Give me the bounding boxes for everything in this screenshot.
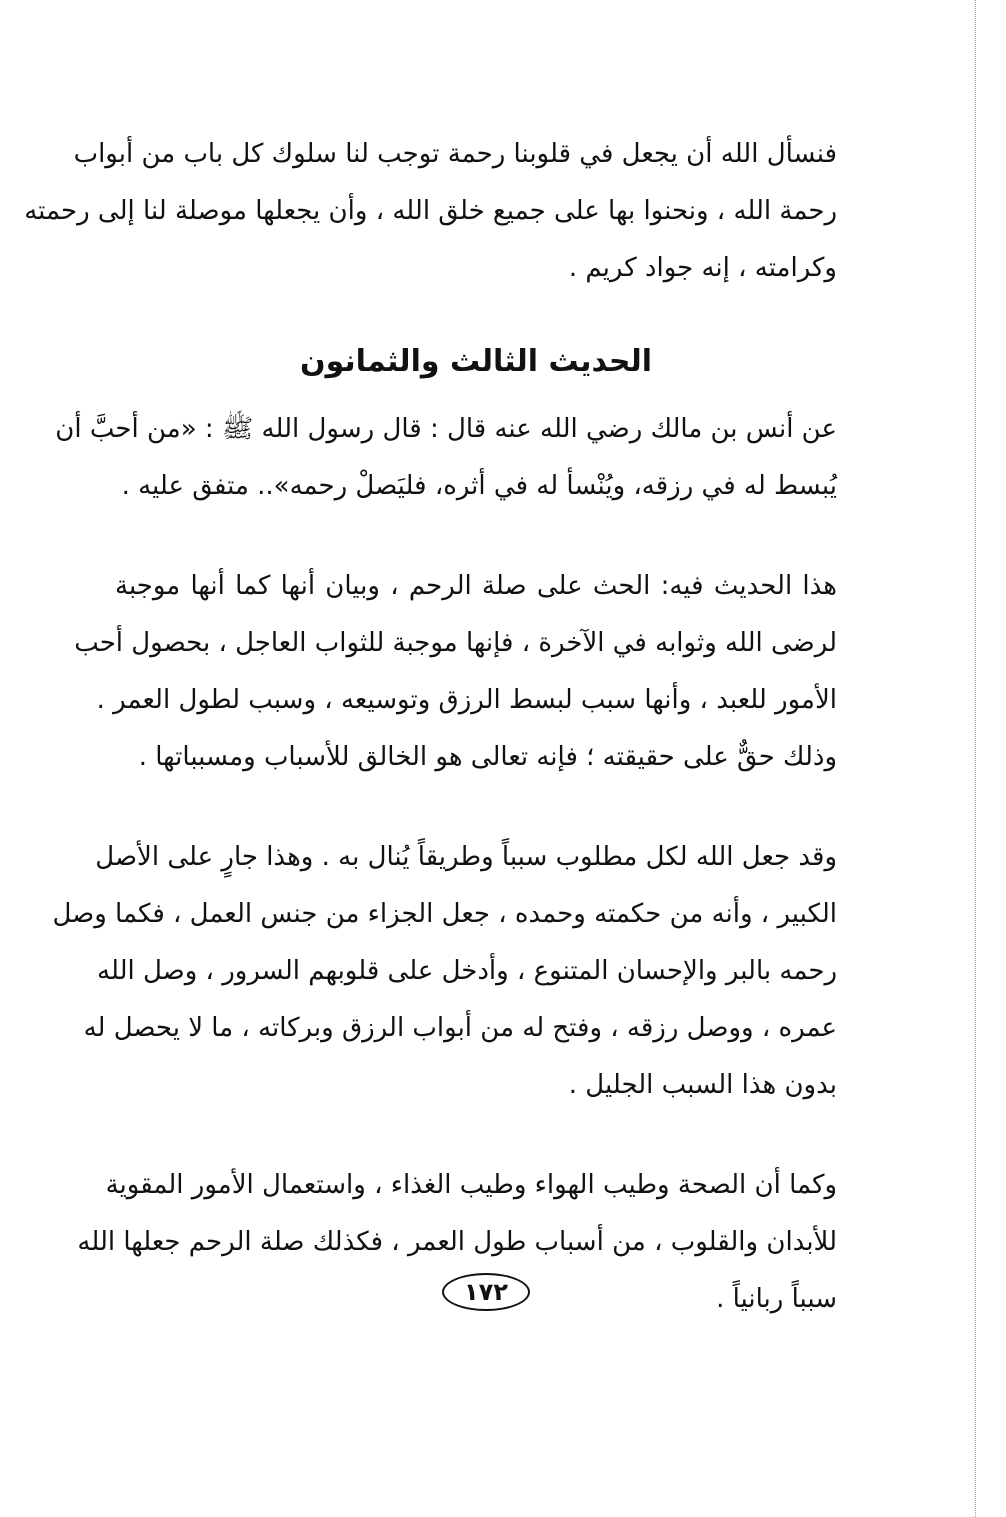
text-line: يُبسط له في رزقه، ويُنْسأ له في أثره، فليَصلْ رحمه».. متفق عليه . [121, 471, 837, 501]
text-line: لرضى الله وثوابه في الآخرة ، فإنها موجبة للثواب العاجل ، بحصول أحب [74, 628, 837, 658]
page-number: ١٧٢ [442, 1273, 530, 1311]
text-line: بدون هذا السبب الجليل . [568, 1070, 837, 1100]
scan-margin-line [975, 0, 976, 1517]
paragraph-hadith-text [55, 401, 837, 515]
text-line: الكبير ، وأنه من حكمته وحمده ، جعل الجزاء من جنس العمل ، فكما وصل [52, 899, 837, 929]
text-line: عن أنس بن مالك رضي الله عنه قال : قال رسول الله ﷺ : «من أحبَّ أن [55, 414, 837, 444]
paragraph-commentary-2 [52, 829, 837, 1114]
section-heading: الحديث الثالث والثمانون [300, 344, 652, 379]
text-line: وذلك حقٌّ على حقيقته ؛ فإنه تعالى هو الخالق للأسباب ومسبباتها . [138, 742, 837, 772]
page-number-badge [442, 1273, 530, 1313]
paragraph-commentary-1 [74, 558, 837, 786]
text-line: للأبدان والقلوب ، من أسباب طول العمر ، فكذلك صلة الرحم جعلها الله [77, 1227, 837, 1257]
text-line: عمره ، ووصل رزقه ، وفتح له من أبواب الرزق وبركاته ، ما لا يحصل له [83, 1013, 837, 1043]
page-body [24, 126, 837, 1328]
text-line: سبباً ربانياً . [716, 1284, 837, 1314]
text-line: هذا الحديث فيه: الحث على صلة الرحم ، وبيان أنها كما أنها موجبة [115, 571, 837, 601]
paragraph-closing-prayer [24, 126, 837, 297]
text-line: وقد جعل الله لكل مطلوب سبباً وطريقاً يُنال به . وهذا جارٍ على الأصل [95, 842, 837, 872]
text-line: رحمه بالبر والإحسان المتنوع ، وأدخل على قلوبهم السرور ، وصل الله [97, 956, 837, 986]
text-line: فنسأل الله أن يجعل في قلوبنا رحمة توجب لنا سلوك كل باب من أبواب [73, 139, 837, 169]
text-line: وكرامته ، إنه جواد كريم . [568, 253, 837, 283]
text-line: وكما أن الصحة وطيب الهواء وطيب الغذاء ، واستعمال الأمور المقوية [105, 1170, 837, 1200]
text-line: الأمور للعبد ، وأنها سبب لبسط الرزق وتوسيعه ، وسبب لطول العمر . [96, 685, 837, 715]
text-line: رحمة الله ، ونحنوا بها على جميع خلق الله ، وأن يجعلها موصلة لنا إلى رحمته [24, 196, 837, 226]
